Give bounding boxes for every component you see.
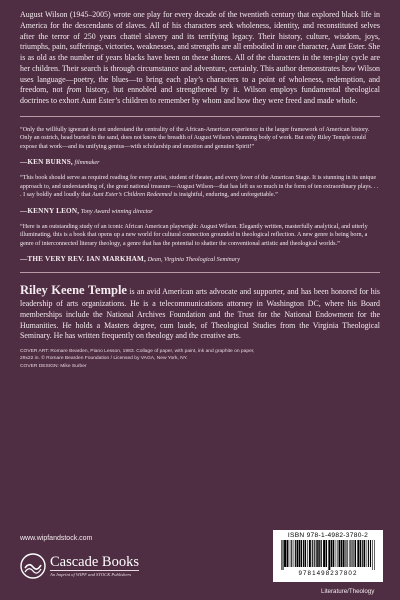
barcode-bar <box>287 540 289 567</box>
cover-design-credit: COVER DESIGN: Mike Surber <box>20 363 87 369</box>
author-bio <box>20 282 380 342</box>
barcode-bar <box>314 540 315 567</box>
barcode-bar <box>333 540 335 567</box>
barcode-bar <box>350 540 351 567</box>
publisher-logo <box>20 549 152 583</box>
endorsement-attribution <box>20 158 380 166</box>
publisher-url: www.wipfandstock.com <box>20 535 93 542</box>
barcode-bar <box>368 540 369 567</box>
barcode-bar <box>295 540 296 567</box>
barcode-bar <box>349 540 350 567</box>
barcode-bar <box>352 540 353 567</box>
barcode-bar <box>328 540 330 570</box>
endorser-role: filmmaker <box>74 159 100 167</box>
description-part-1: August Wilson (1945–2005) wrote one play for every decade of the twentieth century that explored black life in America for the descendants of slaves. All of his characters seek wholeness, identity, and reconstituted selves after the terror of 250 years chattel slavery and its terrifying legacy. Their history, culture, wisdom, joys, triumphs, pain, sufferings, victories, weaknesses, and strengths are all embodied in one character, Aunt Ester. She is as old as the number of years blacks have been on these shores. All of the characters in the ten-play cycle are her children. Their search is through circumstance and adventure, certainly. This author demonstrates how Wilson uses language—poetry, the blues—to bring each play’s characters to a point of wholeness, redemption, and freedom, not <box>20 10 380 95</box>
barcode-bar <box>281 540 282 570</box>
cover-art-credit: COVER ART: Romare Bearden, Piano Lesson, 1983. Collage of paper, with paint, ink and graphite on paper, 29x22 in. © Romare Bearden Foundation / Licensed by VAGA, New York, NY. <box>20 349 255 362</box>
publisher-name: Cascade Books <box>50 553 139 570</box>
barcode-bar <box>345 540 346 567</box>
barcode-bar <box>357 540 359 567</box>
barcode-bar <box>374 540 375 570</box>
barcode-bar <box>299 540 301 567</box>
barcode-bar <box>362 540 363 567</box>
barcode-icon <box>277 540 379 576</box>
barcode-bar <box>290 540 291 567</box>
endorsement-quote: “Only the willfully ignorant do not understand the centrality of the African-American experience in the larger framework of American history. Only an ostrich, head buried in the sand, does not know the breadth of August Wilson’s stunning body of work. But only Riley Temple could expose that work—and its unifying genius—with scholarship and emotion and genuine Spirit!” <box>20 126 370 150</box>
quote-text-after: is insightful, enduring, and unforgettable.” <box>171 192 278 199</box>
barcode-bar <box>336 540 337 567</box>
quote-text-before: “This book should serve as required reading for every artist, student of theater, and every lover of the American Stage. It is stunning in its unique approach to, and understanding of, the great national treasure—August Wilson—that has left us so much in the form of ten extraordinary plays. . . . I say boldly and loudly that <box>20 175 379 199</box>
barcode-bar <box>307 540 308 567</box>
barcode-bar <box>370 540 371 567</box>
barcode-bar <box>312 540 313 567</box>
description-part-2: history, but ennobled and strengthened by it. Wilson employs fundamental theological doctrines to exhort Aunt Ester’s children to remember by whom and how they were freed and made whole. <box>20 85 380 105</box>
barcode-bar <box>319 540 320 567</box>
barcode-digits: 9781498237802 <box>298 570 358 576</box>
barcode-bar <box>316 540 317 567</box>
barcode-bar <box>303 540 304 567</box>
cascade-logo-icon <box>20 553 46 579</box>
isbn-label: ISBN 978-1-4982-3780-2 <box>287 532 369 539</box>
barcode-bar <box>331 540 333 567</box>
barcode-bar <box>338 540 339 567</box>
description-emphasis: from <box>66 85 82 95</box>
barcode-bar <box>339 540 341 567</box>
book-description <box>20 10 380 107</box>
barcode-bar <box>341 540 343 567</box>
barcode-bar <box>360 540 362 567</box>
barcode-bar <box>321 540 322 567</box>
barcode-bar <box>309 540 311 567</box>
endorsement-attribution <box>20 255 380 263</box>
barcode-bar <box>297 540 299 567</box>
barcode-bar <box>353 540 354 567</box>
barcode-bar <box>291 540 292 567</box>
endorser-name: —KENNY LEON, <box>20 206 80 215</box>
endorsement-attribution <box>20 207 380 215</box>
book-title-reference: Aunt Ester’s Children Redeemed <box>91 192 172 199</box>
barcode-bar <box>326 540 328 567</box>
endorser-name: —THE VERY REV. IAN MARKHAM, <box>20 255 147 264</box>
barcode-bar <box>372 540 373 570</box>
barcode-bar <box>347 540 348 567</box>
section-divider <box>20 116 380 117</box>
barcode-bar <box>367 540 368 567</box>
endorsement-quote: “Here is an outstanding study of an iconic African American playwright: August Wilson. Elegantly written, masterfully analytical, and utterly illuminating, this is a book that opens up a new world for cultural connection grounded in theological reflection. A new genre is being born, a genre of interconnected literary theology, a genre that has the potential to shatter the conventional artistic and theological worlds.” <box>20 223 368 247</box>
barcode-bar <box>323 540 325 567</box>
barcode-bar <box>355 540 357 567</box>
author-bio-text: is an avid American arts advocate and supporter, and has been honored for his leadership of arts organizations. He is a telecommunications attorney in Washington DC, where his Board memberships include the National Archives Foundation and the Trust for the National Endowment for the Humanities. He holds a Masters degree, cum laude, of Theological Studies from the Virginia Theological Seminary. He has written frequently on theology and the creative arts. <box>20 287 380 341</box>
cover-credits <box>20 348 256 370</box>
subject-category: Literature/Theology <box>321 588 375 595</box>
barcode-bar <box>283 540 284 570</box>
endorsement-quote <box>20 174 380 199</box>
barcode-bar <box>294 540 295 567</box>
barcode-bar <box>343 540 345 567</box>
barcode-bar <box>317 540 319 567</box>
endorser-role: Tony Award winning director <box>80 207 153 215</box>
barcode-bar <box>305 540 307 567</box>
barcode-bar <box>364 540 366 567</box>
endorser-name: —KEN BURNS, <box>20 158 73 167</box>
publisher-tagline: An Imprint of WIPF and STOCK Publishers <box>50 570 139 577</box>
barcode-bar <box>301 540 303 567</box>
isbn-barcode <box>273 530 383 582</box>
endorser-role: Dean, Virginia Theological Seminary <box>147 256 241 264</box>
barcode-bar <box>284 540 286 567</box>
author-name: Riley Keene Temple <box>20 283 127 298</box>
section-divider <box>20 272 380 273</box>
